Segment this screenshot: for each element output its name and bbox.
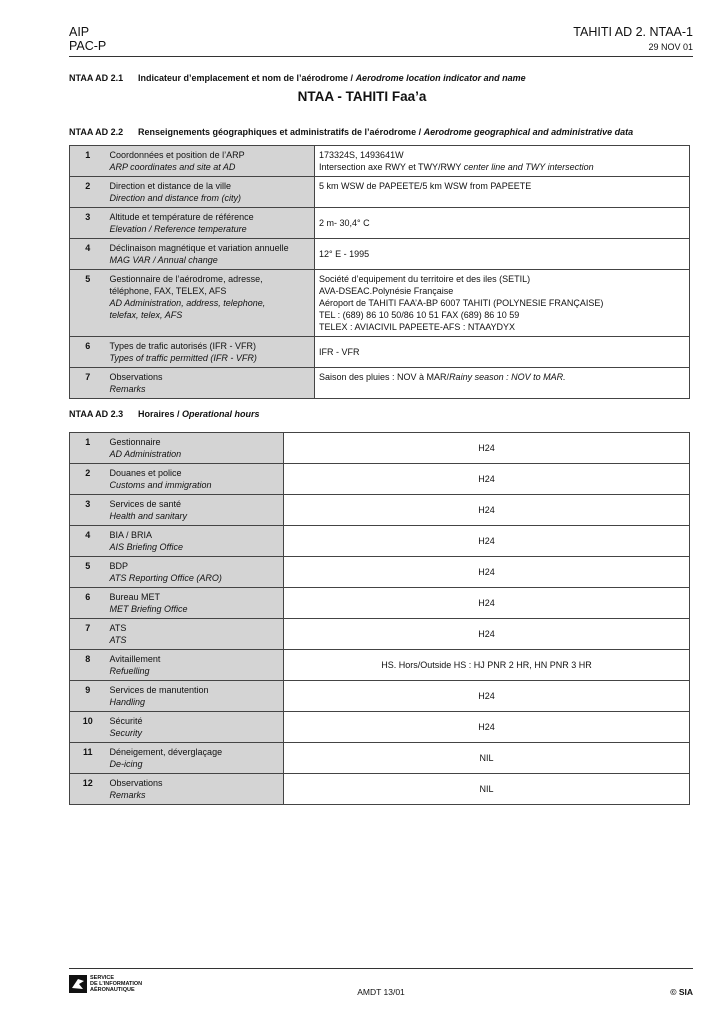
value-line: 173324S, 1493641W <box>319 150 404 160</box>
label-fr: BDP <box>109 561 129 571</box>
row-label <box>106 433 284 464</box>
section-title-fr: Indicateur d’emplacement et nom de l’aérodrome / <box>138 73 356 83</box>
label-fr: Observations <box>109 372 163 382</box>
section-code: NTAA AD 2.3 <box>69 409 124 419</box>
label-fr: Direction et distance de la ville <box>109 181 232 191</box>
label-fr: Types de trafic autorisés (IFR - VFR) <box>109 341 257 351</box>
table-row <box>70 619 690 650</box>
row-number: 4 <box>70 239 106 270</box>
copyright: © SIA <box>670 987 693 997</box>
table-row <box>70 433 690 464</box>
label-fr: téléphone, FAX, TELEX, AFS <box>109 286 227 296</box>
row-value: H24 <box>284 557 690 588</box>
value-line <box>319 161 685 173</box>
row-label <box>106 464 284 495</box>
value-line: TEL : (689) 86 10 50/86 10 51 FAX (689) 86 10 59 <box>319 310 520 320</box>
table-row <box>70 495 690 526</box>
label-fr: Coordonnées et position de l’ARP <box>109 150 245 160</box>
row-number: 12 <box>70 774 106 805</box>
table-row <box>70 557 690 588</box>
header-left <box>69 25 106 53</box>
value-line <box>319 371 685 383</box>
header-date: 29 NOV 01 <box>648 42 693 52</box>
page-footer <box>69 968 693 1002</box>
operational-hours-table <box>69 432 690 805</box>
row-number: 4 <box>70 526 106 557</box>
row-label <box>106 619 284 650</box>
row-value <box>315 146 690 177</box>
label-en: ATS <box>109 635 127 645</box>
row-label <box>106 712 284 743</box>
label-en: AD Administration, address, telephone, <box>109 298 266 308</box>
table-row <box>70 368 690 399</box>
section-2-2-title <box>69 127 633 138</box>
section-2-3-title <box>69 409 260 420</box>
label-fr: Gestionnaire de l’aérodrome, adresse, <box>109 274 263 284</box>
row-number: 1 <box>70 146 106 177</box>
table-row <box>70 774 690 805</box>
row-number: 2 <box>70 464 106 495</box>
label-fr: ATS <box>109 623 127 633</box>
table-row <box>70 712 690 743</box>
label-en: De-icing <box>109 759 143 769</box>
row-number: 2 <box>70 177 106 208</box>
row-number: 5 <box>70 557 106 588</box>
table-row <box>70 526 690 557</box>
row-number: 9 <box>70 681 106 712</box>
label-fr: Observations <box>109 778 163 788</box>
value-line: 5 km WSW de PAPEETE/5 km WSW from PAPEETE <box>319 181 532 191</box>
row-label <box>106 146 315 177</box>
row-value: NIL <box>284 774 690 805</box>
row-label <box>106 588 284 619</box>
label-fr: Sécurité <box>109 716 143 726</box>
row-label <box>106 368 315 399</box>
label-fr: Déclinaison magnétique et variation annuelle <box>109 243 289 253</box>
geo-admin-table <box>69 145 690 399</box>
label-fr: Déneigement, déverglaçage <box>109 747 223 757</box>
row-number: 11 <box>70 743 106 774</box>
row-number: 6 <box>70 337 106 368</box>
row-number: 6 <box>70 588 106 619</box>
label-en: Health and sanitary <box>109 511 188 521</box>
label-fr: Bureau MET <box>109 592 161 602</box>
row-number: 5 <box>70 270 106 337</box>
value-line: AVA-DSEAC.Polynésie Française <box>319 286 454 296</box>
row-label <box>106 208 315 239</box>
section-code: NTAA AD 2.2 <box>69 127 124 137</box>
row-label <box>106 526 284 557</box>
label-en: Security <box>109 728 143 738</box>
row-value: H24 <box>284 588 690 619</box>
label-en: Remarks <box>109 790 146 800</box>
section-title-fr: Renseignements géographiques et administratifs de l’aérodrome / <box>138 127 424 137</box>
table-row <box>70 177 690 208</box>
row-value <box>315 368 690 399</box>
section-title-en: Aerodrome location indicator and name <box>355 73 526 83</box>
table-row <box>70 743 690 774</box>
row-number: 3 <box>70 208 106 239</box>
label-en: Direction and distance from (city) <box>109 193 242 203</box>
amendment-number: AMDT 13/01 <box>357 987 405 997</box>
row-value: H24 <box>284 712 690 743</box>
row-value <box>315 239 690 270</box>
label-en: Remarks <box>109 384 146 394</box>
row-label <box>106 337 315 368</box>
row-label <box>106 774 284 805</box>
logo-line: AÉRONAUTIQUE <box>90 987 135 993</box>
row-number: 8 <box>70 650 106 681</box>
row-value <box>315 177 690 208</box>
label-fr: Services de santé <box>109 499 182 509</box>
table-row <box>70 464 690 495</box>
value-line: IFR - VFR <box>319 347 360 357</box>
value-line: 2 m- 30,4° C <box>319 218 370 228</box>
label-en: Elevation / Reference temperature <box>109 224 247 234</box>
page-header <box>69 25 693 57</box>
label-en: MET Briefing Office <box>109 604 188 614</box>
table-row <box>70 270 690 337</box>
row-value: H24 <box>284 464 690 495</box>
label-fr: Services de manutention <box>109 685 209 695</box>
section-title-en: Aerodrome geographical and administrative data <box>423 127 634 137</box>
label-en: Customs and immigration <box>109 480 212 490</box>
row-label <box>106 495 284 526</box>
value-line: Aéroport de TAHITI FAA’A-BP 6007 TAHITI (POLYNESIE FRANÇAISE) <box>319 298 604 308</box>
label-fr: Avitaillement <box>109 654 161 664</box>
table-row <box>70 681 690 712</box>
header-region: PAC-P <box>69 39 107 53</box>
row-label <box>106 270 315 337</box>
table-row <box>70 650 690 681</box>
section-title-fr: Horaires / <box>138 409 183 419</box>
row-value: H24 <box>284 526 690 557</box>
header-page-id: TAHITI AD 2. NTAA-1 <box>573 25 693 39</box>
row-number: 3 <box>70 495 106 526</box>
row-number: 10 <box>70 712 106 743</box>
label-en: telefax, telex, AFS <box>109 310 183 320</box>
table-row <box>70 588 690 619</box>
row-label <box>106 681 284 712</box>
table-row <box>70 146 690 177</box>
row-value: NIL <box>284 743 690 774</box>
logo-line: SERVICE <box>90 975 115 981</box>
row-value: H24 <box>284 619 690 650</box>
location-name: NTAA - TAHITI Faa’a <box>297 89 427 104</box>
value-en: Rainy season : NOV to MAR. <box>449 372 566 382</box>
label-en: Types of traffic permitted (IFR - VFR) <box>109 353 257 363</box>
row-label <box>106 650 284 681</box>
row-label <box>106 557 284 588</box>
value-fr: Saison des pluies : NOV à MAR/ <box>319 372 450 382</box>
table-row <box>70 208 690 239</box>
label-en: MAG VAR / Annual change <box>109 255 218 265</box>
row-label <box>106 177 315 208</box>
value-fr: Intersection axe RWY et TWY/RWY <box>319 162 464 172</box>
row-value <box>315 337 690 368</box>
row-value: H24 <box>284 681 690 712</box>
row-value <box>315 270 690 337</box>
table-row <box>70 239 690 270</box>
label-fr: Gestionnaire <box>109 437 161 447</box>
row-number: 7 <box>70 368 106 399</box>
label-en: ATS Reporting Office (ARO) <box>109 573 222 583</box>
label-en: Handling <box>109 697 146 707</box>
value-line: 12° E - 1995 <box>319 249 370 259</box>
row-value <box>315 208 690 239</box>
label-fr: Altitude et température de référence <box>109 212 254 222</box>
value-line: TELEX : AVIACIVIL PAPEETE-AFS : NTAAYDYX <box>319 322 516 332</box>
row-number: 7 <box>70 619 106 650</box>
row-value: H24 <box>284 495 690 526</box>
table-row <box>70 337 690 368</box>
row-label <box>106 743 284 774</box>
value-en: center line and TWY intersection <box>463 162 594 172</box>
section-code: NTAA AD 2.1 <box>69 73 124 83</box>
row-label <box>106 239 315 270</box>
label-en: AIS Briefing Office <box>109 542 184 552</box>
label-en: ARP coordinates and site at AD <box>109 162 236 172</box>
label-fr: Douanes et police <box>109 468 182 478</box>
label-en: Refuelling <box>109 666 150 676</box>
label-en: AD Administration <box>109 449 182 459</box>
value-line: Société d’equipement du territoire et des iles (SETIL) <box>319 274 531 284</box>
header-aip: AIP <box>69 25 90 39</box>
label-fr: BIA / BRIA <box>109 530 153 540</box>
logo-line: DE L’INFORMATION <box>90 981 143 987</box>
section-title-en: Operational hours <box>182 409 260 419</box>
row-number: 1 <box>70 433 106 464</box>
row-value: H24 <box>284 433 690 464</box>
row-value: HS. Hors/Outside HS : HJ PNR 2 HR, HN PNR 3 HR <box>284 650 690 681</box>
section-2-1-title <box>69 73 526 84</box>
